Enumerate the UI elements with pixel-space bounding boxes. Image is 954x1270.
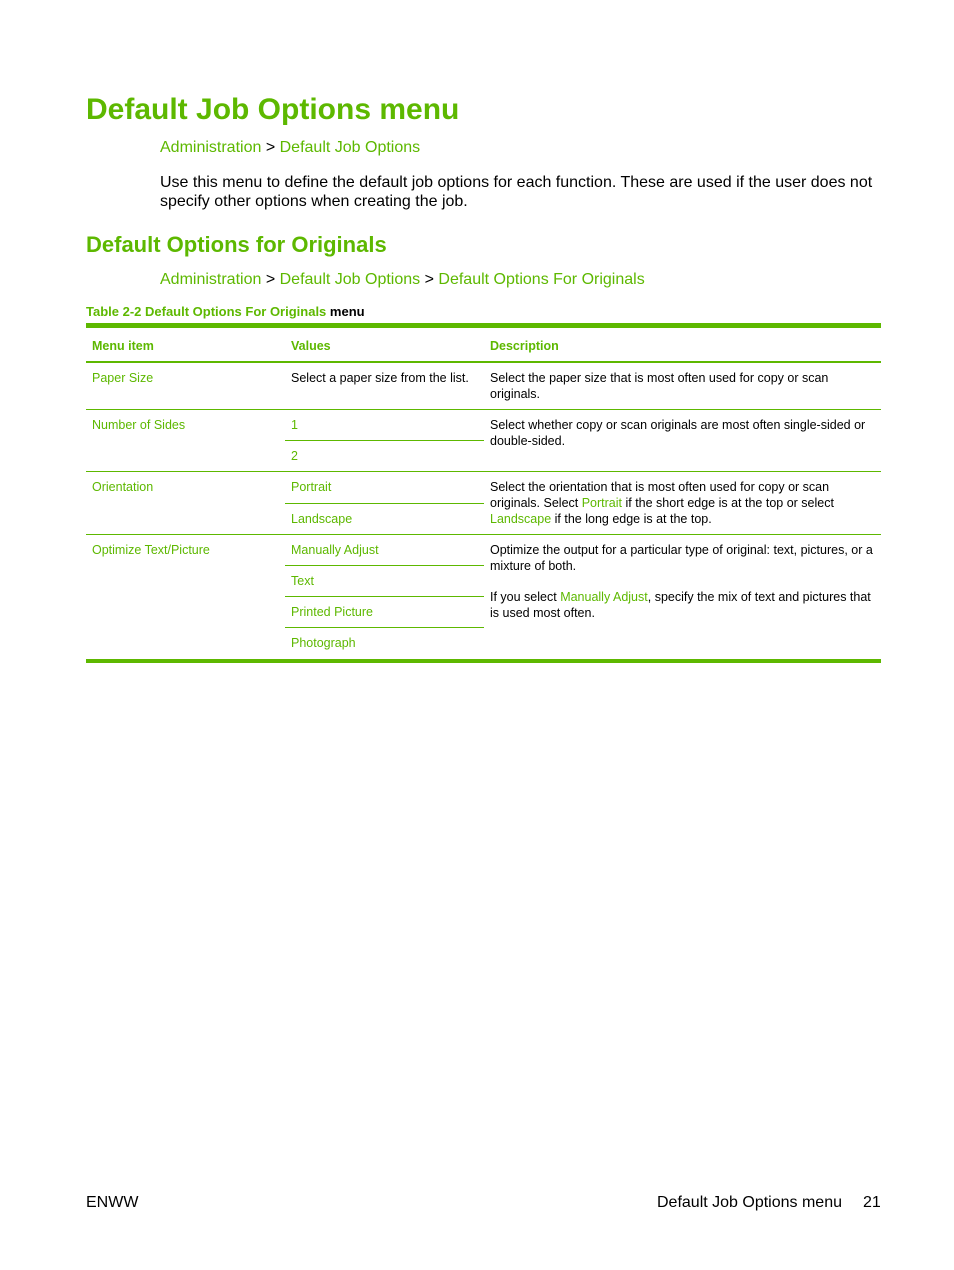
description-cell: Select the paper size that is most often used for copy or scan originals. xyxy=(484,362,881,410)
menu-item-orientation[interactable]: Orientation xyxy=(92,480,154,494)
link-manually-adjust[interactable]: Manually Adjust xyxy=(560,590,648,604)
page-title: Default Job Options menu xyxy=(86,93,460,126)
breadcrumb-separator: > xyxy=(265,139,276,156)
table-row xyxy=(86,410,881,441)
breadcrumb-separator: > xyxy=(424,271,434,288)
link-portrait[interactable]: Portrait xyxy=(581,496,623,510)
value-option-photograph[interactable]: Photograph xyxy=(291,636,356,650)
link-landscape[interactable]: Landscape xyxy=(490,512,552,526)
value-option-printed-picture[interactable]: Printed Picture xyxy=(291,605,373,619)
options-table xyxy=(86,323,881,663)
breadcrumb-link-administration[interactable]: Administration xyxy=(160,271,262,288)
breadcrumb-link-administration[interactable]: Administration xyxy=(160,139,262,156)
breadcrumb-originals xyxy=(160,270,645,290)
breadcrumb-link-default-job-options[interactable]: Default Job Options xyxy=(279,139,421,156)
table-header-row xyxy=(86,326,881,363)
table-caption-suffix: menu xyxy=(326,304,365,319)
value-cell: Select a paper size from the list. xyxy=(285,362,484,410)
value-option-portrait[interactable]: Portrait xyxy=(291,480,332,494)
description-paragraph: If you select Manually Adjust, specify the mix of text and pictures that is used most often. xyxy=(490,590,871,620)
header-description: Description xyxy=(484,326,881,363)
table-row xyxy=(86,362,881,410)
table-caption-label: Table 2-2 Default Options For Originals xyxy=(86,304,327,319)
table-row xyxy=(86,535,881,566)
section-title: Default Options for Originals xyxy=(86,232,387,257)
menu-item-paper-size[interactable]: Paper Size xyxy=(92,371,154,385)
table-row xyxy=(86,472,881,504)
value-option-2[interactable]: 2 xyxy=(291,449,298,463)
value-option-1[interactable]: 1 xyxy=(291,418,298,432)
breadcrumb-link-default-options-for-originals[interactable]: Default Options For Originals xyxy=(438,271,645,288)
menu-item-number-of-sides[interactable]: Number of Sides xyxy=(92,418,186,432)
footer-left: ENWW xyxy=(86,1194,139,1211)
description-cell: Select whether copy or scan originals are most often single-sided or double-sided. xyxy=(484,410,881,472)
description-paragraph: Optimize the output for a particular type of original: text, pictures, or a mixture of both. xyxy=(490,543,873,573)
description-cell: Select the orientation that is most often used for copy or scan originals. Select Portrait if the short edge is at the top or select Landscape if the long edge is at the top. xyxy=(484,472,881,535)
description-cell xyxy=(484,535,881,660)
intro-paragraph: Use this menu to define the default job options for each function. These are used if the user does not specify other options when creating the job. xyxy=(160,174,873,210)
footer-title: Default Job Options menu xyxy=(657,1194,842,1211)
value-option-text[interactable]: Text xyxy=(291,574,314,588)
table-bottom-rule xyxy=(86,659,881,663)
page-number: 21 xyxy=(863,1194,881,1211)
header-values: Values xyxy=(285,326,484,363)
menu-item-optimize-text-picture[interactable]: Optimize Text/Picture xyxy=(92,543,210,557)
breadcrumb-separator: > xyxy=(265,271,276,288)
header-menu-item: Menu item xyxy=(86,326,285,363)
table-caption xyxy=(86,303,365,321)
value-option-manually-adjust[interactable]: Manually Adjust xyxy=(291,543,379,557)
breadcrumb-link-default-job-options[interactable]: Default Job Options xyxy=(279,271,421,288)
value-option-landscape[interactable]: Landscape xyxy=(291,511,353,526)
breadcrumb xyxy=(160,138,420,158)
